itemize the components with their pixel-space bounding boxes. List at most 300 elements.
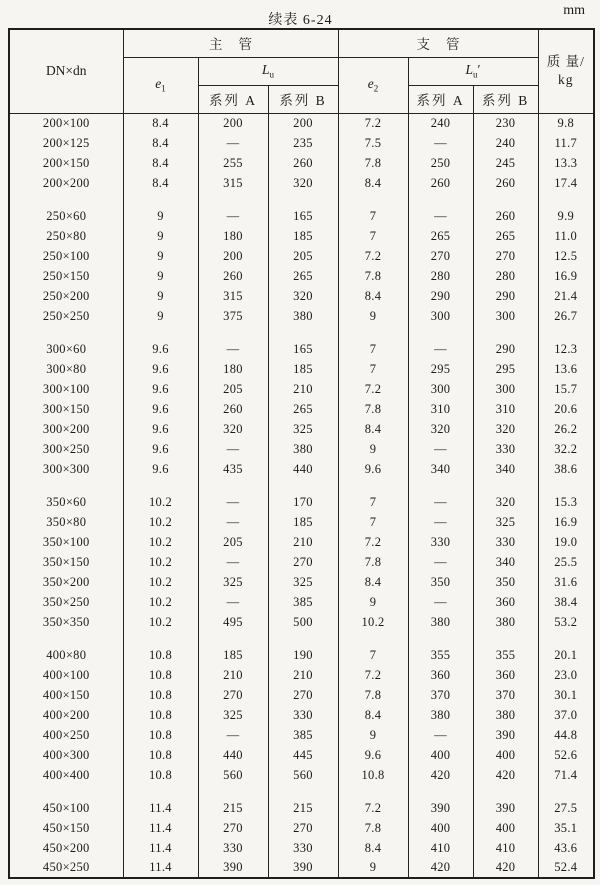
cell-e2: 7.8	[338, 153, 408, 173]
cell-lu-prime-series-a: 380	[408, 612, 473, 632]
cell-lu-prime-series-b: 310	[473, 399, 538, 419]
cell-lu-prime-series-b: 265	[473, 226, 538, 246]
empty-cell	[338, 193, 408, 206]
cell-lu-series-a: 205	[198, 379, 268, 399]
empty-cell	[268, 193, 338, 206]
cell-dn: 450×250	[9, 858, 123, 878]
cell-mass: 38.6	[538, 459, 594, 479]
table-row	[9, 665, 594, 685]
cell-lu-prime-series-a: —	[408, 206, 473, 226]
cell-e2: 7	[338, 226, 408, 246]
cell-lu-series-b: 385	[268, 592, 338, 612]
cell-lu-prime-series-b: 260	[473, 206, 538, 226]
empty-cell	[198, 632, 268, 645]
cell-e1: 10.8	[123, 705, 198, 725]
empty-cell	[473, 632, 538, 645]
cell-mass: 71.4	[538, 765, 594, 785]
cell-lu-series-b: 500	[268, 612, 338, 632]
empty-cell	[123, 193, 198, 206]
cell-e2: 7.8	[338, 399, 408, 419]
cell-lu-series-a: 210	[198, 665, 268, 685]
empty-cell	[123, 479, 198, 492]
cell-lu-series-a: 260	[198, 399, 268, 419]
cell-mass: 20.6	[538, 399, 594, 419]
empty-cell	[123, 785, 198, 798]
cell-lu-series-b: 320	[268, 173, 338, 193]
table-row	[9, 173, 594, 193]
cell-mass: 15.3	[538, 492, 594, 512]
cell-lu-prime-series-a: —	[408, 592, 473, 612]
header-mass-line2: kg	[558, 72, 574, 88]
cell-lu-series-a: 270	[198, 818, 268, 838]
cell-lu-series-b: 330	[268, 838, 338, 858]
cell-mass: 12.3	[538, 339, 594, 359]
empty-cell	[338, 785, 408, 798]
table-row	[9, 339, 594, 359]
cell-mass: 30.1	[538, 685, 594, 705]
header-series-b-branch: 系列 B	[473, 85, 538, 113]
table-row	[9, 798, 594, 818]
cell-mass: 9.9	[538, 206, 594, 226]
cell-e1: 10.2	[123, 592, 198, 612]
cell-lu-prime-series-a: 310	[408, 399, 473, 419]
cell-lu-prime-series-b: 360	[473, 592, 538, 612]
cell-lu-series-a: —	[198, 552, 268, 572]
cell-dn: 300×200	[9, 419, 123, 439]
cell-lu-series-a: 260	[198, 266, 268, 286]
cell-e2: 8.4	[338, 838, 408, 858]
table-row	[9, 685, 594, 705]
empty-cell	[268, 632, 338, 645]
cell-lu-prime-series-b: 295	[473, 359, 538, 379]
cell-e1: 9.6	[123, 379, 198, 399]
empty-cell	[338, 632, 408, 645]
cell-e1: 10.8	[123, 685, 198, 705]
cell-lu-series-a: 255	[198, 153, 268, 173]
cell-mass: 52.6	[538, 745, 594, 765]
cell-mass: 37.0	[538, 705, 594, 725]
cell-e1: 10.2	[123, 572, 198, 592]
cell-lu-prime-series-b: 360	[473, 665, 538, 685]
empty-cell	[9, 785, 123, 798]
cell-e2: 7.2	[338, 113, 408, 133]
cell-mass: 16.9	[538, 512, 594, 532]
cell-mass: 32.2	[538, 439, 594, 459]
cell-dn: 400×400	[9, 765, 123, 785]
empty-cell	[9, 326, 123, 339]
cell-lu-prime-series-a: 250	[408, 153, 473, 173]
cell-mass: 13.6	[538, 359, 594, 379]
cell-e1: 9	[123, 226, 198, 246]
cell-lu-series-a: 325	[198, 572, 268, 592]
table-row	[9, 705, 594, 725]
cell-e2: 7	[338, 645, 408, 665]
cell-dn: 300×80	[9, 359, 123, 379]
cell-lu-prime-series-b: 355	[473, 645, 538, 665]
cell-dn: 200×125	[9, 133, 123, 153]
cell-e1: 10.8	[123, 765, 198, 785]
cell-lu-prime-series-a: 410	[408, 838, 473, 858]
empty-cell	[473, 479, 538, 492]
cell-lu-prime-series-b: 230	[473, 113, 538, 133]
empty-cell	[9, 632, 123, 645]
table-row	[9, 532, 594, 552]
cell-dn: 350×250	[9, 592, 123, 612]
unit-label: mm	[563, 3, 585, 18]
table-row	[9, 266, 594, 286]
table-row	[9, 552, 594, 572]
header-series-b-main: 系列 B	[268, 85, 338, 113]
table-row	[9, 379, 594, 399]
header-series-a-branch: 系列 A	[408, 85, 473, 113]
cell-dn: 400×150	[9, 685, 123, 705]
cell-dn: 350×80	[9, 512, 123, 532]
empty-cell	[198, 785, 268, 798]
cell-dn: 400×250	[9, 725, 123, 745]
cell-e2: 9	[338, 439, 408, 459]
cell-dn: 200×150	[9, 153, 123, 173]
empty-cell	[408, 193, 473, 206]
cell-dn: 300×250	[9, 439, 123, 459]
cell-lu-series-a: 495	[198, 612, 268, 632]
cell-lu-prime-series-a: 370	[408, 685, 473, 705]
table-row	[9, 572, 594, 592]
cell-mass: 13.3	[538, 153, 594, 173]
table-row	[9, 838, 594, 858]
cell-lu-prime-series-a: 290	[408, 286, 473, 306]
empty-cell	[268, 479, 338, 492]
lu-prime-symbol: $L_u'$	[465, 62, 481, 80]
cell-lu-prime-series-a: 350	[408, 572, 473, 592]
cell-mass: 26.7	[538, 306, 594, 326]
cell-lu-series-a: —	[198, 492, 268, 512]
cell-mass: 21.4	[538, 286, 594, 306]
cell-lu-series-b: 215	[268, 798, 338, 818]
table-row	[9, 399, 594, 419]
cell-e1: 10.8	[123, 725, 198, 745]
table-row	[9, 592, 594, 612]
cell-lu-prime-series-a: 420	[408, 765, 473, 785]
cell-lu-series-b: 200	[268, 113, 338, 133]
cell-dn: 300×300	[9, 459, 123, 479]
cell-lu-series-b: 325	[268, 572, 338, 592]
cell-e1: 9.6	[123, 459, 198, 479]
cell-lu-series-a: 320	[198, 419, 268, 439]
cell-mass: 12.5	[538, 246, 594, 266]
cell-lu-series-a: 390	[198, 858, 268, 878]
cell-lu-series-a: 435	[198, 459, 268, 479]
cell-lu-prime-series-b: 300	[473, 306, 538, 326]
cell-e1: 11.4	[123, 798, 198, 818]
table-row	[9, 612, 594, 632]
cell-lu-series-a: —	[198, 339, 268, 359]
cell-dn: 450×150	[9, 818, 123, 838]
table-caption: 续表 6-24	[268, 13, 333, 28]
cell-mass: 9.8	[538, 113, 594, 133]
cell-e1: 8.4	[123, 133, 198, 153]
empty-cell	[408, 632, 473, 645]
empty-cell	[9, 479, 123, 492]
e2-symbol: $e_2$	[367, 76, 379, 94]
cell-e2: 10.2	[338, 612, 408, 632]
cell-lu-series-b: 260	[268, 153, 338, 173]
cell-lu-prime-series-b: 370	[473, 685, 538, 705]
cell-lu-series-b: 210	[268, 665, 338, 685]
cell-lu-series-b: 210	[268, 532, 338, 552]
empty-cell	[408, 785, 473, 798]
table-row	[9, 306, 594, 326]
empty-cell	[473, 193, 538, 206]
cell-mass: 26.2	[538, 419, 594, 439]
header-lu	[198, 57, 338, 85]
cell-e2: 7.8	[338, 685, 408, 705]
cell-lu-series-a: —	[198, 725, 268, 745]
empty-cell	[538, 632, 594, 645]
header-mass-line1: 质 量/	[546, 54, 585, 70]
cell-mass: 23.0	[538, 665, 594, 685]
cell-lu-prime-series-b: 290	[473, 339, 538, 359]
cell-lu-series-b: 390	[268, 858, 338, 878]
cell-dn: 250×100	[9, 246, 123, 266]
header-dn: DN×dn	[9, 29, 123, 113]
cell-dn: 250×250	[9, 306, 123, 326]
cell-e2: 9.6	[338, 745, 408, 765]
cell-dn: 350×100	[9, 532, 123, 552]
cell-e2: 9.6	[338, 459, 408, 479]
cell-e2: 7.2	[338, 665, 408, 685]
cell-e2: 7.8	[338, 266, 408, 286]
cell-lu-series-b: 380	[268, 306, 338, 326]
cell-lu-series-a: 205	[198, 532, 268, 552]
cell-dn: 350×150	[9, 552, 123, 572]
empty-cell	[338, 479, 408, 492]
cell-e1: 11.4	[123, 818, 198, 838]
cell-e2: 8.4	[338, 572, 408, 592]
table-row	[9, 419, 594, 439]
cell-lu-series-a: 215	[198, 798, 268, 818]
cell-mass: 31.6	[538, 572, 594, 592]
cell-lu-series-b: 165	[268, 206, 338, 226]
cell-lu-series-b: 205	[268, 246, 338, 266]
table-row	[9, 439, 594, 459]
cell-e1: 9	[123, 206, 198, 226]
empty-cell	[408, 479, 473, 492]
cell-e1: 9	[123, 246, 198, 266]
cell-e1: 9.6	[123, 339, 198, 359]
empty-cell	[198, 479, 268, 492]
cell-mass: 43.6	[538, 838, 594, 858]
cell-lu-series-a: 200	[198, 246, 268, 266]
cell-lu-series-a: —	[198, 512, 268, 532]
cell-e1: 9.6	[123, 359, 198, 379]
cell-e2: 10.8	[338, 765, 408, 785]
cell-dn: 250×80	[9, 226, 123, 246]
cell-lu-prime-series-b: 340	[473, 552, 538, 572]
table-row	[9, 286, 594, 306]
cell-lu-prime-series-b: 380	[473, 612, 538, 632]
cell-lu-prime-series-b: 330	[473, 532, 538, 552]
empty-cell	[198, 193, 268, 206]
cell-dn: 450×100	[9, 798, 123, 818]
cell-e1: 11.4	[123, 858, 198, 878]
cell-e1: 10.8	[123, 665, 198, 685]
cell-lu-series-a: —	[198, 592, 268, 612]
empty-cell	[268, 785, 338, 798]
empty-cell	[123, 632, 198, 645]
cell-dn: 350×350	[9, 612, 123, 632]
cell-e2: 7	[338, 512, 408, 532]
cell-lu-prime-series-a: 400	[408, 745, 473, 765]
cell-lu-prime-series-a: 390	[408, 798, 473, 818]
cell-e1: 9	[123, 266, 198, 286]
table-row	[9, 153, 594, 173]
cell-dn: 300×100	[9, 379, 123, 399]
cell-lu-series-a: —	[198, 133, 268, 153]
cell-e1: 8.4	[123, 153, 198, 173]
page-header	[8, 2, 593, 28]
cell-lu-series-a: —	[198, 206, 268, 226]
cell-lu-series-a: 185	[198, 645, 268, 665]
cell-lu-series-b: 440	[268, 459, 338, 479]
cell-lu-series-b: 325	[268, 419, 338, 439]
group-separator	[9, 632, 594, 645]
cell-e1: 8.4	[123, 113, 198, 133]
cell-lu-prime-series-b: 280	[473, 266, 538, 286]
cell-dn: 400×300	[9, 745, 123, 765]
cell-lu-series-b: 210	[268, 379, 338, 399]
cell-dn: 250×150	[9, 266, 123, 286]
cell-lu-prime-series-a: 270	[408, 246, 473, 266]
cell-e2: 9	[338, 858, 408, 878]
cell-e2: 7.2	[338, 532, 408, 552]
cell-dn: 200×200	[9, 173, 123, 193]
table-row	[9, 512, 594, 532]
cell-lu-series-b: 185	[268, 226, 338, 246]
cell-lu-prime-series-b: 240	[473, 133, 538, 153]
cell-lu-prime-series-a: 300	[408, 379, 473, 399]
cell-lu-series-a: 325	[198, 705, 268, 725]
cell-lu-prime-series-a: 320	[408, 419, 473, 439]
cell-lu-prime-series-a: 240	[408, 113, 473, 133]
table-row	[9, 818, 594, 838]
cell-e2: 7.2	[338, 798, 408, 818]
e1-symbol: $e_1$	[155, 76, 166, 94]
table-row	[9, 113, 594, 133]
table-row	[9, 206, 594, 226]
cell-e2: 7	[338, 206, 408, 226]
cell-e2: 9	[338, 725, 408, 745]
cell-e2: 7	[338, 339, 408, 359]
cell-lu-series-b: 445	[268, 745, 338, 765]
cell-lu-prime-series-a: 340	[408, 459, 473, 479]
cell-e2: 8.4	[338, 286, 408, 306]
cell-lu-series-b: 270	[268, 685, 338, 705]
table-row	[9, 745, 594, 765]
header-lu-prime	[408, 57, 538, 85]
cell-e1: 9	[123, 286, 198, 306]
cell-lu-prime-series-b: 400	[473, 818, 538, 838]
cell-dn: 250×200	[9, 286, 123, 306]
cell-lu-series-b: 185	[268, 512, 338, 532]
cell-mass: 35.1	[538, 818, 594, 838]
cell-lu-prime-series-a: 400	[408, 818, 473, 838]
empty-cell	[538, 193, 594, 206]
cell-e2: 7	[338, 359, 408, 379]
header-e2	[338, 57, 408, 113]
cell-lu-prime-series-a: 280	[408, 266, 473, 286]
cell-e2: 7	[338, 492, 408, 512]
cell-e1: 10.2	[123, 492, 198, 512]
cell-e1: 9	[123, 306, 198, 326]
cell-e1: 9.6	[123, 439, 198, 459]
cell-mass: 15.7	[538, 379, 594, 399]
cell-lu-series-b: 380	[268, 439, 338, 459]
table-body	[9, 113, 594, 878]
cell-mass: 38.4	[538, 592, 594, 612]
cell-lu-prime-series-b: 260	[473, 173, 538, 193]
cell-lu-series-a: 200	[198, 113, 268, 133]
cell-e2: 9	[338, 592, 408, 612]
cell-lu-prime-series-b: 420	[473, 765, 538, 785]
cell-e1: 10.2	[123, 512, 198, 532]
group-separator	[9, 479, 594, 492]
cell-lu-prime-series-a: —	[408, 439, 473, 459]
cell-lu-series-b: 190	[268, 645, 338, 665]
cell-lu-series-b: 330	[268, 705, 338, 725]
group-separator	[9, 785, 594, 798]
cell-mass: 52.4	[538, 858, 594, 878]
cell-lu-series-a: 180	[198, 359, 268, 379]
cell-lu-series-b: 265	[268, 266, 338, 286]
cell-lu-prime-series-b: 270	[473, 246, 538, 266]
cell-lu-series-a: 315	[198, 173, 268, 193]
cell-lu-prime-series-b: 320	[473, 419, 538, 439]
cell-lu-prime-series-b: 320	[473, 492, 538, 512]
cell-lu-prime-series-b: 325	[473, 512, 538, 532]
cell-e2: 8.4	[338, 705, 408, 725]
cell-lu-series-b: 235	[268, 133, 338, 153]
empty-cell	[9, 193, 123, 206]
cell-mass: 20.1	[538, 645, 594, 665]
cell-e2: 7.8	[338, 552, 408, 572]
cell-lu-prime-series-b: 300	[473, 379, 538, 399]
cell-lu-series-a: 375	[198, 306, 268, 326]
cell-lu-prime-series-a: 265	[408, 226, 473, 246]
group-separator	[9, 326, 594, 339]
empty-cell	[538, 326, 594, 339]
cell-dn: 400×200	[9, 705, 123, 725]
cell-e1: 9.6	[123, 419, 198, 439]
cell-lu-prime-series-b: 340	[473, 459, 538, 479]
cell-lu-series-b: 170	[268, 492, 338, 512]
header-e1	[123, 57, 198, 113]
table-row	[9, 459, 594, 479]
cell-dn: 200×100	[9, 113, 123, 133]
cell-lu-series-b: 270	[268, 818, 338, 838]
table-row	[9, 725, 594, 745]
header-series-a-main: 系列 A	[198, 85, 268, 113]
empty-cell	[198, 326, 268, 339]
cell-mass: 44.8	[538, 725, 594, 745]
cell-lu-series-b: 165	[268, 339, 338, 359]
cell-lu-prime-series-b: 330	[473, 439, 538, 459]
empty-cell	[123, 326, 198, 339]
cell-e2: 7.5	[338, 133, 408, 153]
cell-lu-prime-series-b: 380	[473, 705, 538, 725]
header-mass	[538, 29, 594, 113]
cell-mass: 11.0	[538, 226, 594, 246]
cell-lu-series-b: 265	[268, 399, 338, 419]
